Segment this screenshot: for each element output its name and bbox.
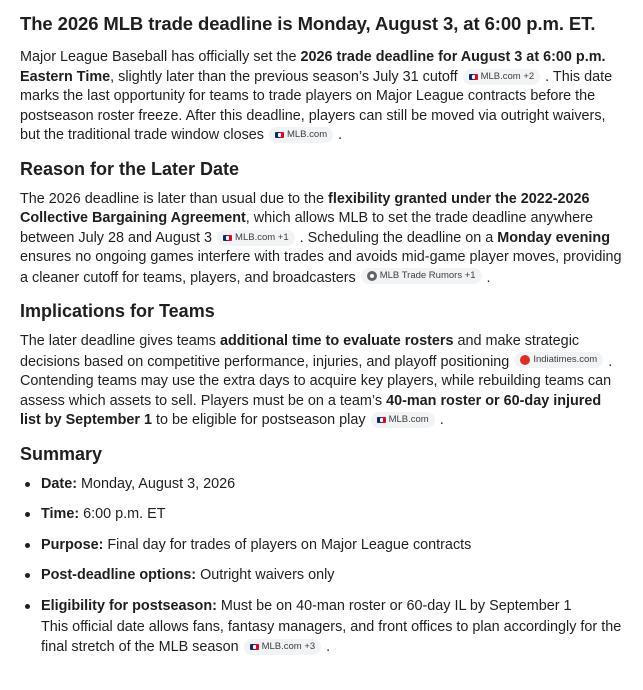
intro-bold-1: 2026 trade deadline for August 3 at 6:00 p.m. Eastern Time — [20, 49, 606, 85]
mlb-logo-icon — [250, 644, 259, 650]
reason-text-4: ensures no ongoing games interfere with trades and avoids mid-game player moves, providing a cleaner cutoff for teams, players, and broadcasters — [20, 249, 622, 286]
implications-text-1: The later deadline gives teams — [20, 333, 220, 349]
implications-text-3: . Contending teams may use the extra days to acquire key players, while rebuilding teams can assess which assets to sell. Players must be on a team’s — [20, 353, 613, 409]
indiatimes-logo-icon — [520, 355, 530, 365]
reason-text-3: . Scheduling the deadline on a — [295, 229, 498, 246]
list-item — [20, 597, 623, 658]
list-item-label: Date: — [41, 475, 77, 492]
source-chip-mlb[interactable] — [269, 127, 333, 143]
implications-bold-1: additional time to evaluate rosters — [219, 333, 454, 349]
intro-text-3: . This date marks the last opportunity for teams to trade players on Major League contracts before the postseason roster freeze. After this deadline, players can still be moved via outright waivers, but the traditional trade window closes — [20, 68, 613, 143]
list-item-value: Final day for trades of players on Major League contracts — [103, 536, 472, 553]
reason-text-5: . — [482, 269, 491, 286]
list-item-label: Purpose: — [41, 536, 104, 553]
source-chip-label: MLB.com +1 — [235, 231, 289, 243]
reason-paragraph — [20, 190, 623, 289]
implications-text-4: to be eligible for postseason play — [151, 412, 370, 428]
list-item-value: Monday, August 3, 2026 — [76, 475, 236, 492]
list-item — [20, 566, 623, 586]
source-chip-label: MLB Trade Rumors +1 — [379, 269, 476, 281]
source-chip-label: Indiatimes.com — [533, 353, 598, 365]
summary-list — [20, 475, 623, 658]
source-chip-label: MLB.com — [286, 129, 328, 140]
source-chip-label: MLB.com — [388, 414, 429, 425]
mlb-logo-icon — [223, 235, 232, 241]
list-item-value: Must be on 40-man roster or 60-day IL by September 1 — [216, 597, 572, 614]
mlb-logo-icon — [377, 417, 386, 423]
implications-bold-2: 40-man roster or 60-day injured list by September 1 — [20, 392, 602, 428]
list-item — [20, 505, 623, 525]
list-item-label: Time: — [41, 506, 80, 522]
intro-text-4: . — [334, 127, 343, 143]
list-item-value: 6:00 p.m. ET — [79, 506, 166, 522]
mlb-trade-rumors-logo-icon — [367, 271, 377, 281]
source-chip-mlb[interactable] — [244, 639, 322, 655]
intro-text-1: Major League Baseball has officially set the — [20, 49, 301, 65]
summary-closing — [41, 618, 623, 657]
reason-text-2: , which allows MLB to set the trade deadline anywhere between July 28 and August 3 — [20, 210, 593, 246]
section-heading-summary: Summary — [20, 443, 103, 464]
source-chip-mlb[interactable] — [463, 69, 541, 85]
mlb-logo-icon — [275, 132, 284, 138]
source-chip-label: MLB.com +2 — [480, 70, 535, 82]
source-chip-mlbtr[interactable] — [361, 268, 482, 284]
list-item-value: Outright waivers only — [196, 567, 335, 583]
intro-paragraph — [20, 48, 623, 146]
implications-text-5: . — [435, 412, 444, 428]
reason-bold-2: Monday evening — [497, 229, 610, 246]
reason-bold-1: flexibility granted under the 2022-2026 Collective Bargaining Agreement — [20, 190, 590, 226]
list-item — [20, 536, 623, 556]
source-chip-mlb[interactable] — [371, 412, 435, 428]
implications-text-2: and make strategic decisions based on competitive performance, injuries, and playoff positioning — [20, 333, 580, 370]
source-chip-mlb[interactable] — [217, 230, 295, 246]
source-chip-indiatimes[interactable] — [514, 352, 603, 368]
mlb-logo-icon — [469, 74, 478, 80]
summary-closing-text: This official date allows fans, fantasy managers, and front offices to plan accordingly for the final stretch of the MLB season — [41, 619, 622, 655]
intro-text-2: , slightly later than the previous season’s July 31 cutoff — [110, 68, 462, 85]
summary-closing-end: . — [322, 638, 331, 655]
page-title: The 2026 MLB trade deadline is Monday, August 3, at 6:00 p.m. ET. — [20, 13, 596, 34]
section-heading-implications: Implications for Teams — [20, 301, 215, 321]
list-item-label: Post-deadline options: — [41, 567, 197, 583]
section-heading-reason: Reason for the Later Date — [20, 158, 240, 179]
implications-paragraph — [20, 332, 623, 431]
list-item — [20, 475, 623, 495]
reason-text-1: The 2026 deadline is later than usual due to the — [20, 190, 329, 207]
list-item-label: Eligibility for postseason: — [41, 597, 217, 614]
source-chip-label: MLB.com +3 — [261, 640, 316, 652]
